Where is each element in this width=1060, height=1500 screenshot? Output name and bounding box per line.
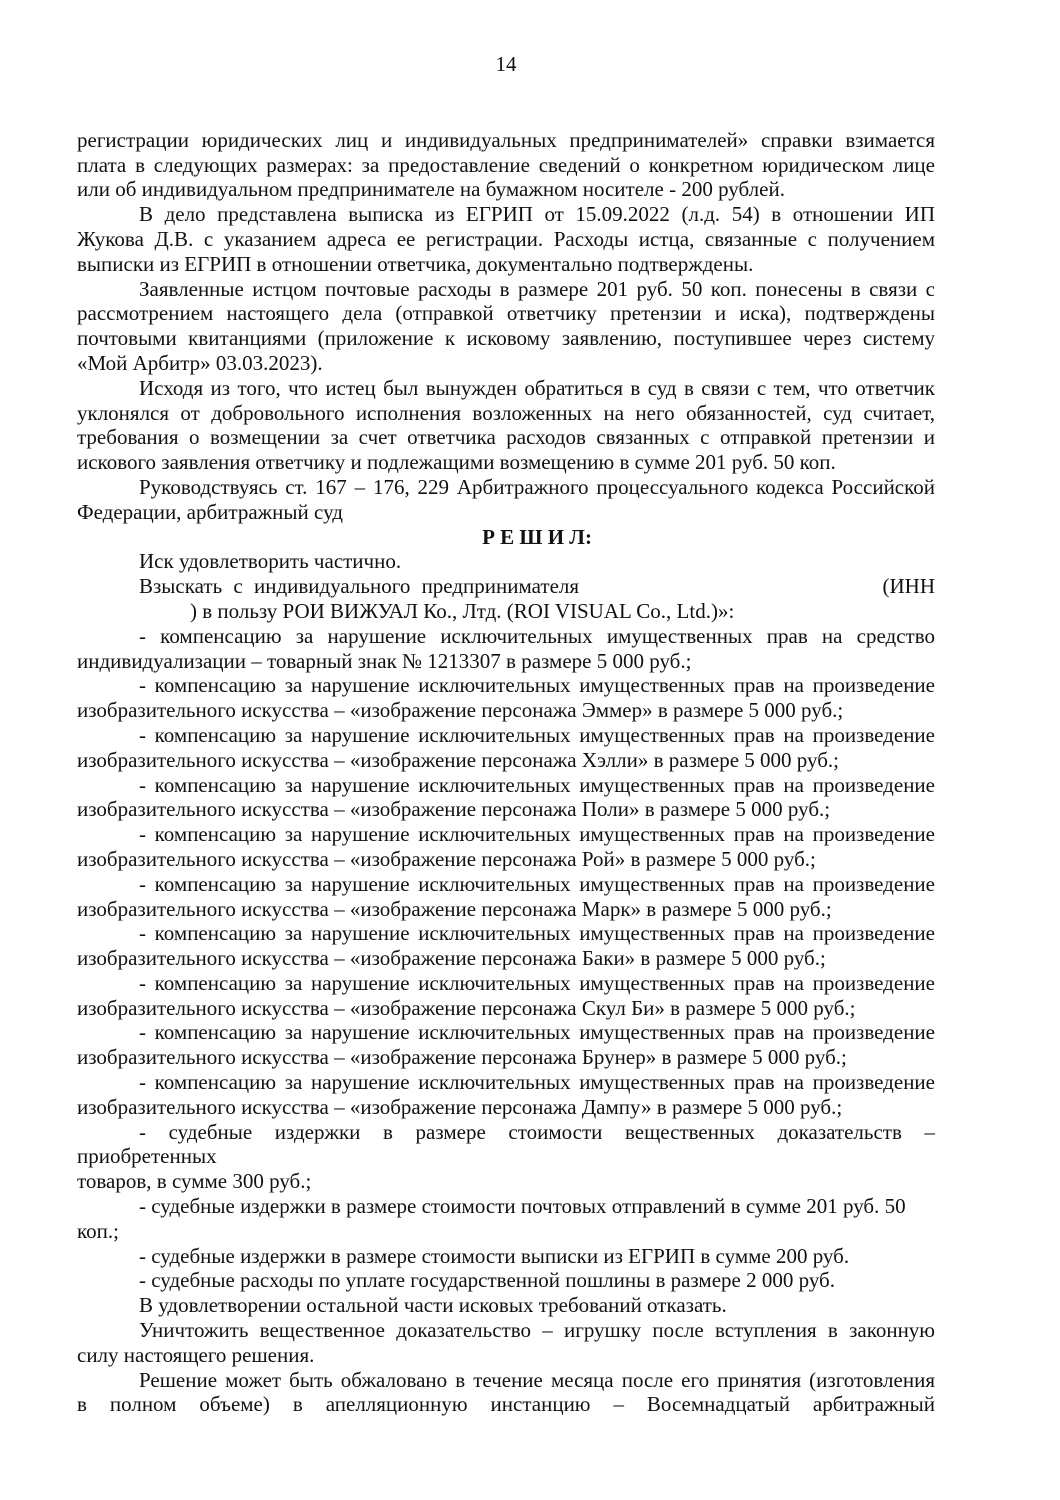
paragraph-guided-by xyxy=(77,475,935,525)
text-line: регистрации юридических лиц и индивидуальных предпринимателей» справки взимается xyxy=(77,127,935,152)
text-line: Исходя из того, что истец был вынужден обратиться в суд в связи с тем, что ответчик xyxy=(139,375,935,400)
item-character-skul-bi xyxy=(77,971,935,1021)
text-line: В удовлетворении остальной части исковых требований отказать. xyxy=(139,1293,727,1318)
line-in-favor-of-roi-visual xyxy=(77,599,935,624)
text-line: плата в следующих размерах: за предоставление сведений о конкретном юридическом лице xyxy=(77,152,935,177)
item-character-helli xyxy=(77,723,935,773)
item-character-dampu xyxy=(77,1070,935,1120)
paragraph-appeal-procedure xyxy=(77,1368,935,1418)
item-character-emmer xyxy=(77,673,935,723)
text-line: - судебные издержки в размере стоимости выписки из ЕГРИП в сумме 200 руб. xyxy=(139,1243,850,1268)
text-line: изобразительного искусства – «изображение персонажа Хэлли» в размере 5 000 руб.; xyxy=(77,747,839,772)
text-line: - компенсацию за нарушение исключительных имущественных прав на произведение xyxy=(139,1070,935,1095)
document-body xyxy=(77,128,935,1417)
line-recover-from-entrepreneur-inn xyxy=(77,574,935,599)
text-line: изобразительного искусства – «изображение персонажа Рой» в размере 5 000 руб.; xyxy=(77,846,816,871)
paragraph-egrip-fee xyxy=(77,128,935,202)
text-line: рассмотрением настоящего дела (отправкой ответчику претензии и иска), подтверждены xyxy=(77,301,935,326)
text-line: изобразительного искусства – «изображение персонажа Дампу» в размере 5 000 руб.; xyxy=(77,1094,843,1119)
paragraph-postal-costs xyxy=(77,277,935,376)
text-line: изобразительного искусства – «изображение персонажа Поли» в размере 5 000 руб.; xyxy=(77,797,831,822)
text-line: уклонялся от добровольного исполнения возложенных на него обязанностей, суд считает, xyxy=(77,400,935,425)
text-line: или об индивидуальном предпринимателе на бумажном носителе - 200 рублей. xyxy=(77,177,785,202)
text-line: Руководствуясь ст. 167 – 176, 229 Арбитражного процессуального кодекса Российской xyxy=(139,474,935,499)
text-line: искового заявления ответчику и подлежащими возмещению в сумме 201 руб. 50 коп. xyxy=(77,450,836,475)
text-line: - компенсацию за нарушение исключительных имущественных прав на произведение xyxy=(139,921,935,946)
text-line: в полном объеме) в апелляционную инстанцию – Восемнадцатый арбитражный xyxy=(77,1392,935,1417)
text-line: ) в пользу РОИ ВИЖУАЛ Ко., Лтд. (ROI VISUAL Co., Ltd.)»: xyxy=(190,598,735,623)
text-line: В дело представлена выписка из ЕГРИП от 15.09.2022 (л.д. 54) в отношении ИП xyxy=(139,202,935,227)
text-line: изобразительного искусства – «изображение персонажа Баки» в размере 5 000 руб.; xyxy=(77,946,826,971)
item-character-bruner xyxy=(77,1020,935,1070)
page-number: 14 xyxy=(495,52,517,76)
resolution-heading xyxy=(77,525,935,550)
split-line-right-text: (ИНН xyxy=(882,574,935,599)
text-line: Уничтожить вещественное доказательство – игрушку после вступления в законную xyxy=(139,1318,935,1343)
paragraph-claim-partially-satisfied xyxy=(77,549,935,574)
text-line: Р Е Ш И Л: xyxy=(482,524,592,549)
text-line: товаров, в сумме 300 руб.; xyxy=(77,1169,312,1194)
text-line: - компенсацию за нарушение исключительных имущественных прав на произведение xyxy=(139,871,935,896)
item-character-poli xyxy=(77,773,935,823)
item-character-mark xyxy=(77,872,935,922)
text-line: силу настоящего решения. xyxy=(77,1342,315,1367)
text-line: - компенсацию за нарушение исключительных имущественных прав на средство xyxy=(139,623,935,648)
text-line: Иск удовлетворить частично. xyxy=(139,549,402,574)
split-line-left-text: Взыскать с индивидуального предпринимателя xyxy=(139,574,580,599)
item-character-baki xyxy=(77,921,935,971)
text-line: - компенсацию за нарушение исключительных имущественных прав на произведение xyxy=(139,673,935,698)
item-costs-state-duty xyxy=(77,1268,935,1293)
text-line: - компенсацию за нарушение исключительных имущественных прав на произведение xyxy=(139,970,935,995)
text-line: изобразительного искусства – «изображение персонажа Эммер» в размере 5 000 руб.; xyxy=(77,698,844,723)
text-line: изобразительного искусства – «изображение персонажа Марк» в размере 5 000 руб.; xyxy=(77,896,832,921)
text-line: - компенсацию за нарушение исключительных имущественных прав на произведение xyxy=(139,822,935,847)
text-line: «Мой Арбитр» 03.03.2023). xyxy=(77,350,323,375)
paragraph-destroy-evidence xyxy=(77,1318,935,1368)
item-costs-material-evidence xyxy=(77,1120,935,1194)
text-line: выписки из ЕГРИП в отношении ответчика, документально подтверждены. xyxy=(77,251,754,276)
text-line: почтовыми квитанциями (приложение к исковому заявлению, поступившее через систему xyxy=(77,326,935,351)
text-line: требования о возмещении за счет ответчика расходов связанных с отправкой претензии и xyxy=(77,425,935,450)
item-costs-postal xyxy=(77,1194,935,1244)
text-line: изобразительного искусства – «изображение персонажа Скул Би» в размере 5 000 руб.; xyxy=(77,995,856,1020)
text-line: индивидуализации – товарный знак № 1213307 в размере 5 000 руб.; xyxy=(77,648,692,673)
text-line: - судебные расходы по уплате государственной пошлины в размере 2 000 руб. xyxy=(139,1268,835,1293)
text-line: изобразительного искусства – «изображение персонажа Брунер» в размере 5 000 руб.; xyxy=(77,1045,847,1070)
item-trademark-1213307 xyxy=(77,624,935,674)
text-line: Федерации, арбитражный суд xyxy=(77,499,343,524)
text-line: Жукова Д.В. с указанием адреса ее регистрации. Расходы истца, связанные с получением xyxy=(77,226,935,251)
text-line: - компенсацию за нарушение исключительных имущественных прав на произведение xyxy=(139,1020,935,1045)
text-line: - судебные издержки в размере стоимости вещественных доказательств – приобретенных xyxy=(77,1119,935,1169)
text-line: - компенсацию за нарушение исключительных имущественных прав на произведение xyxy=(139,722,935,747)
paragraph-court-reasoning xyxy=(77,376,935,475)
text-line: Решение может быть обжаловано в течение месяца после его принятия (изготовления xyxy=(139,1367,935,1392)
text-line: - судебные издержки в размере стоимости почтовых отправлений в сумме 201 руб. 50 коп.; xyxy=(77,1194,906,1243)
paragraph-remaining-claims-denied xyxy=(77,1293,935,1318)
text-line: - компенсацию за нарушение исключительных имущественных прав на произведение xyxy=(139,772,935,797)
item-costs-egrip-extract xyxy=(77,1244,935,1269)
text-line: Заявленные истцом почтовые расходы в размере 201 руб. 50 коп. понесены в связи с xyxy=(139,276,935,301)
item-character-roy xyxy=(77,822,935,872)
paragraph-egrip-extract xyxy=(77,202,935,276)
